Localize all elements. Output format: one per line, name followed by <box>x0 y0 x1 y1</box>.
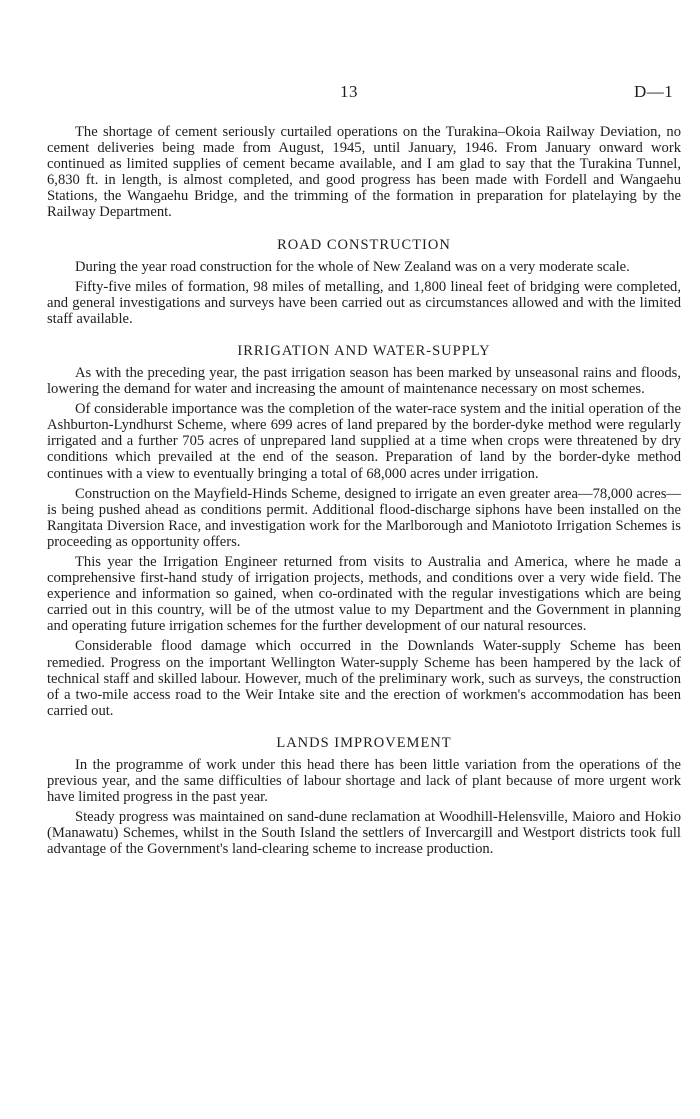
irrigation-paragraph: As with the preceding year, the past irrigation season has been marked by unseasonal rains and floods, lowering the demand for water and increasing the amount of maintenance necessary on most schemes. <box>47 364 681 398</box>
lands-paragraph: Steady progress was maintained on sand-dune reclamation at Woodhill-Helensville, Maioro and Hokio (Manawatu) Schemes, whilst in the South Island the settlers of Invercargill and Westport districts took full advantage of the Government's land-clearing scheme to increase production. <box>47 809 681 858</box>
irrigation-paragraph: Construction on the Mayfield-Hinds Scheme, designed to irrigate an even greater area—78,000 acres—is being pushed ahead as conditions permit. Additional flood-discharge siphons have been installed on the Rangitata Diversion Race, and investigation work for the Marlborough and Maniototo Irrigation Schemes is proceeding as opportunity offers. <box>47 485 681 550</box>
road-construction-heading: ROAD CONSTRUCTION <box>277 236 451 253</box>
road-paragraph: During the year road construction for the whole of New Zealand was on a very moderate scale. <box>75 258 630 275</box>
irrigation-paragraph: Of considerable importance was the completion of the water-race system and the initial operation of the Ashburton-Lyndhurst Scheme, where 699 acres of land prepared by the border-dyke method were regularly irrigated and a further 705 acres of unprepared land supplied at a time when crops were threatened by dry conditions which prevailed at the end of the season. Preparation of land by the border-dyke method continues with a view to eventually bringing a total of 68,000 acres under irrigation. <box>47 401 681 482</box>
irrigation-paragraph: Considerable flood damage which occurred in the Downlands Water-supply Scheme has been remedied. Progress on the important Wellington Water-supply Scheme has been hampered by the lack of technical staff and skilled labour. However, much of the preliminary work, such as surveys, the construction of a two-mile access road to the Weir Intake site and the erection of workmen's accommodation has been carried out. <box>47 638 681 719</box>
page-number: 13 <box>340 82 358 101</box>
intro-paragraph: The shortage of cement seriously curtailed operations on the Turakina–Okoia Railway Deviation, no cement deliveries being made from August, 1945, until January, 1946. From January onward work continued as limited supplies of cement became available, and I am glad to say that the Turakina Tunnel, 6,830 ft. in length, is almost completed, and good progress has been made with Fordell and Wangaehu Stations, the Wangaehu Bridge, and the trimming of the formation in preparation for platelaying by the Railway Department. <box>47 124 681 221</box>
irrigation-paragraph: This year the Irrigation Engineer returned from visits to Australia and America, where he made a comprehensive first-hand study of irrigation projects, methods, and conditions over a very wide field. The experience and information so gained, when co-ordinated with the regular investigations which are being carried out in this country, will be of the utmost value to my Department and the Government in planning and operating future irrigation schemes for the further development of our natural resources. <box>47 553 681 635</box>
document-reference: D—1 <box>634 82 674 101</box>
document-body <box>47 124 681 857</box>
lands-improvement-heading: LANDS IMPROVEMENT <box>276 734 452 751</box>
irrigation-heading: IRRIGATION AND WATER-SUPPLY <box>237 342 491 359</box>
road-paragraph: Fifty-five miles of formation, 98 miles of metalling, and 1,800 lineal feet of bridging were completed, and general investigations and surveys have been carried out as circumstances allowed and with the limited staff available. <box>47 278 681 327</box>
lands-paragraph: In the programme of work under this head there has been little variation from the operations of the previous year, and the same difficulties of labour shortage and lack of plant because of more urgent work have limited progress in the past year. <box>47 756 681 806</box>
